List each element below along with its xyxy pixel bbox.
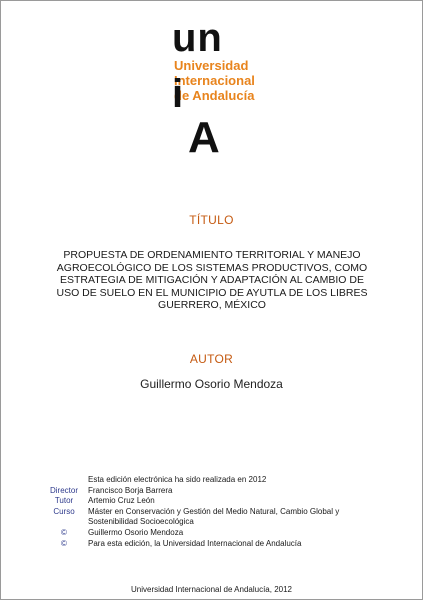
edition-note: Esta edición electrónica ha sido realizada en 2012	[88, 475, 267, 484]
credit-value: Para esta edición, la Universidad Internacional de Andalucía	[88, 538, 302, 548]
title-heading: TÍTULO	[189, 213, 234, 227]
logo-name-line: Internacional	[174, 73, 255, 88]
edition-note-row	[40, 475, 390, 486]
credit-row-tutor	[40, 496, 390, 507]
credit-row-copyright-edition	[40, 539, 390, 550]
credit-value: Máster en Conservación y Gestión del Medio Natural, Cambio Global y	[88, 506, 340, 516]
credit-label: Director	[49, 485, 78, 495]
credit-label	[40, 517, 88, 528]
logo-university-name	[174, 58, 255, 103]
logo-name-line: Universidad	[174, 58, 249, 73]
credit-value: Artemio Cruz León	[88, 496, 155, 506]
thesis-title	[42, 249, 382, 312]
credits-block	[40, 475, 390, 549]
credit-value: Sostenibilidad Socioecológica	[88, 517, 194, 527]
copyright-icon: ©	[61, 538, 67, 548]
author-name: Guillermo Osorio Mendoza	[140, 377, 283, 391]
thesis-title-line: AGROECOLÓGICO DE LOS SISTEMAS PRODUCTIVOS, COMO	[56, 261, 368, 274]
footer-text: Universidad Internacional de Andalucía, 2012	[131, 585, 292, 594]
university-logo	[170, 16, 280, 162]
credit-label: Curso	[53, 506, 75, 516]
logo-letter-a: A	[188, 113, 220, 162]
credit-row-copyright-author	[40, 528, 390, 539]
thesis-title-line: ESTRATEGIA DE MITIGACIÓN Y ADAPTACIÓN AL CAMBIO DE	[60, 274, 364, 286]
logo-name-line: de Andalucía	[174, 88, 255, 103]
credit-value: Guillermo Osorio Mendoza	[88, 527, 184, 537]
credit-value: Francisco Borja Barrera	[88, 485, 173, 495]
thesis-title-line: PROPUESTA DE ORDENAMIENTO TERRITORIAL Y MANEJO	[63, 249, 361, 261]
credit-row-director	[40, 486, 390, 497]
author-heading: AUTOR	[189, 352, 234, 366]
logo-letter-i: i	[172, 72, 184, 116]
thesis-title-line: GUERRERO, MÉXICO	[158, 299, 266, 311]
copyright-icon: ©	[61, 527, 67, 537]
credit-row-course	[40, 507, 390, 518]
logo-letters-un: un	[172, 16, 223, 60]
credit-label: Tutor	[54, 496, 74, 506]
credit-row-course-cont	[40, 517, 390, 528]
thesis-title-line: USO DE SUELO EN EL MUNICIPIO DE AYUTLA DE LOS LIBRES	[56, 286, 368, 299]
